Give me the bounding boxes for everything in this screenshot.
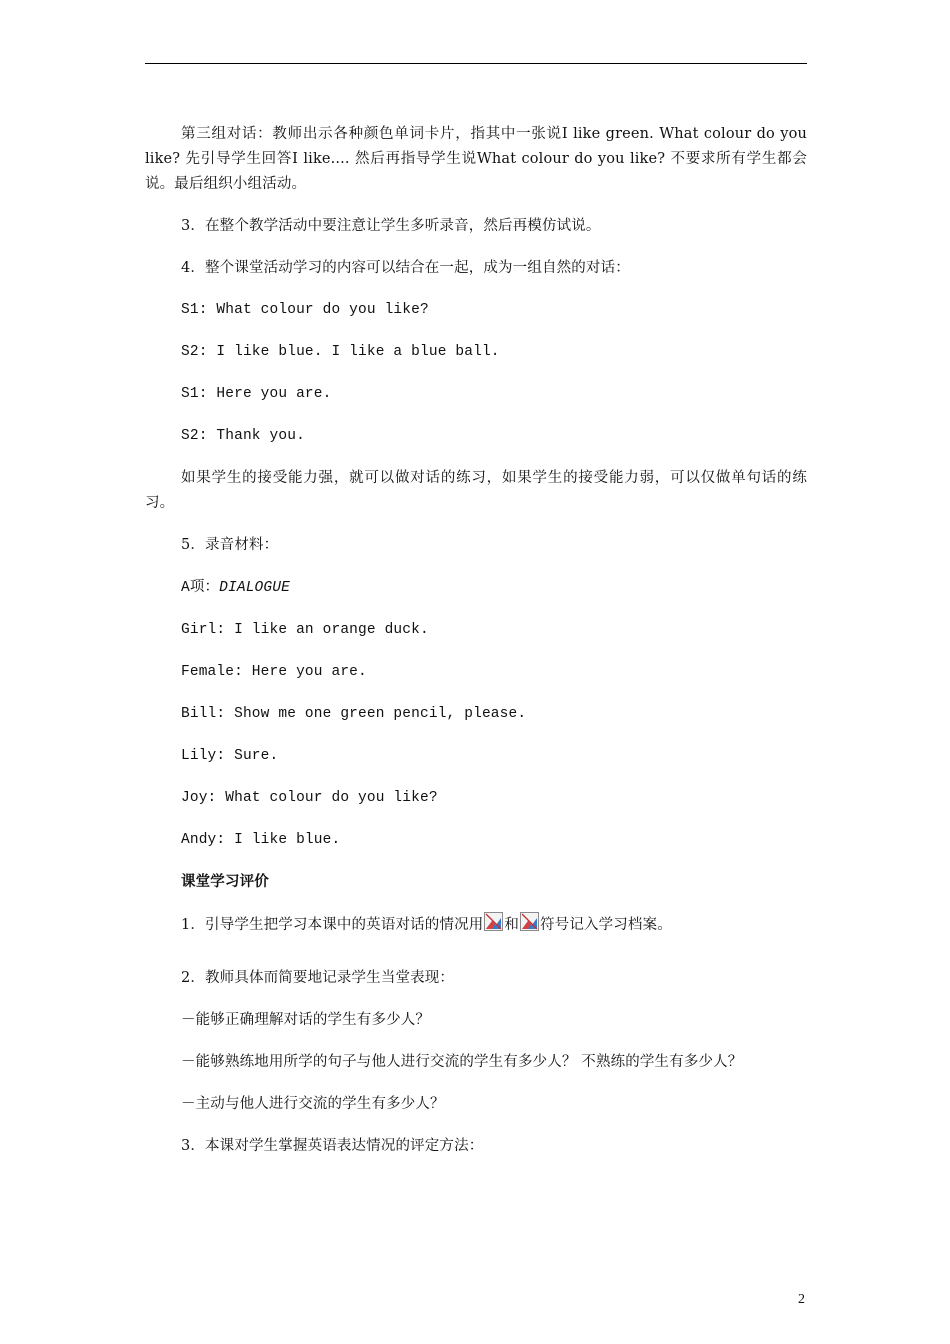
dialogue-line: S2: Thank you. — [181, 428, 305, 444]
header-rule — [145, 63, 807, 64]
paragraph-teacher-record: 2．教师具体而简要地记录学生当堂表现： — [181, 970, 455, 986]
section-title: 课堂学习评价 — [181, 874, 269, 890]
evaluation-text-mid: 和 — [504, 917, 520, 933]
dialogue-line: S1: What colour do you like? — [181, 302, 429, 318]
recording-item-a — [145, 575, 807, 601]
paragraph-assessment-method: 3．本课对学生掌握英语表达情况的评定方法： — [181, 1138, 484, 1154]
paragraph-combine-dialogue: 4．整个课堂活动学习的内容可以结合在一起，成为一组自然的对话： — [181, 260, 630, 276]
paragraph-question-fluency: －能够熟练地用所学的句子与他人进行交流的学生有多少人？ 不熟练的学生有多少人？ — [181, 1054, 743, 1070]
paragraph-listen-recording: 3．在整个教学活动中要注意让学生多听录音，然后再模仿试说。 — [181, 218, 601, 234]
paragraph-dialogue-group-3: 第三组对话：教师出示各种颜色单词卡片，指其中一张说I like green. What colour do you like? 先引导学生回答I like.... 然后再指导学生说What colour do you like? 不要求所有学生都会说。最后组织小组活动。 — [145, 126, 807, 192]
paragraph-question-understand: －能够正确理解对话的学生有多少人？ — [181, 1012, 431, 1028]
document-body — [145, 122, 807, 1176]
recording-line: Lily: Sure. — [181, 748, 279, 764]
evaluation-text-after: 符号记入学习档案。 — [540, 917, 672, 933]
recording-line: Female: Here you are. — [181, 664, 367, 680]
recording-line: Girl: I like an orange duck. — [181, 622, 429, 638]
paragraph-recording-material: 5．录音材料： — [181, 537, 279, 553]
paragraph-evaluation-symbols — [145, 912, 807, 938]
recording-line: Joy: What colour do you like? — [181, 790, 438, 806]
evaluation-text-before: 1．引导学生把学习本课中的英语对话的情况用 — [181, 917, 484, 933]
recording-item-a-title: DIALOGUE — [219, 580, 290, 596]
dialogue-line: S1: Here you are. — [181, 386, 332, 402]
recording-line: Andy: I like blue. — [181, 832, 341, 848]
page-number: 2 — [798, 1292, 805, 1307]
paragraph-question-initiative: －主动与他人进行交流的学生有多少人？ — [181, 1096, 445, 1112]
recording-line: Bill: Show me one green pencil, please. — [181, 706, 527, 722]
broken-image-icon — [484, 912, 503, 931]
dialogue-line: S2: I like blue. I like a blue ball. — [181, 344, 500, 360]
recording-item-a-label: A项： — [181, 580, 220, 596]
broken-image-icon — [520, 912, 539, 931]
paragraph-ability-note: 如果学生的接受能力强，就可以做对话的练习，如果学生的接受能力弱，可以仅做单句话的练习。 — [145, 470, 807, 511]
